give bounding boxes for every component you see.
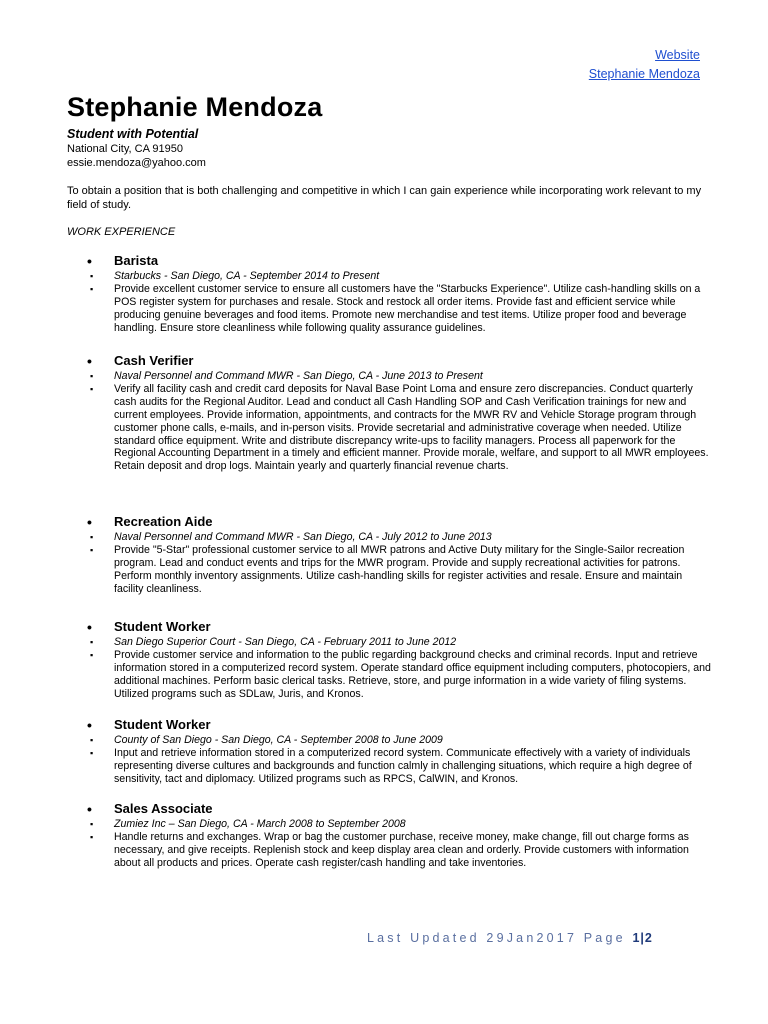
job-entry: [87, 801, 712, 870]
job-entry: [87, 253, 712, 335]
website-link[interactable]: Website: [655, 48, 700, 62]
job-entry: [87, 514, 712, 596]
job-meta: ▪ San Diego Superior Court - San Diego, CA - February 2011 to June 2012: [114, 636, 712, 649]
job-meta: ▪ Naval Personnel and Command MWR - San Diego, CA - July 2012 to June 2013: [114, 531, 712, 544]
tagline: Student with Potential: [67, 127, 199, 141]
footer-text: Last Updated 29Jan2017 Page: [367, 931, 633, 945]
job-description: ▪ Provide "5-Star" professional customer service to all MWR patrons and Active Duty military for the Single-Sailor recreation program. Lead and conduct events and trips for the MWR program. Provide and supply recreational activities for patrons. Perform monthly inventory assignments. Utilize cash-handling skills for register activities and resale. Ensure and maintain facility cleanliness.: [114, 544, 712, 596]
job-entry: [87, 717, 712, 786]
objective-text: To obtain a position that is both challenging and competitive in which I can gain experience while incorporating work relevant to my field of study.: [67, 185, 702, 211]
page-separator: |: [640, 931, 645, 945]
contact-block: [67, 142, 206, 170]
location-text: National City, CA 91950: [67, 143, 183, 155]
job-meta: ▪ Zumiez Inc – San Diego, CA - March 2008 to September 2008: [114, 818, 712, 831]
job-description: ▪ Handle returns and exchanges. Wrap or bag the customer purchase, receive money, make change, fill out charge forms as necessary, and give receipts. Replenish stock and keep display area clean and orderly. Provide customers with information about all products and prices. Operate cash register/cash handling and take inventories.: [114, 831, 712, 870]
header-links: [589, 46, 700, 84]
job-meta: ▪ Starbucks - San Diego, CA - September 2014 to Present: [114, 270, 712, 283]
page-total: 2: [644, 931, 653, 945]
job-meta: ▪ Naval Personnel and Command MWR - San Diego, CA - June 2013 to Present: [114, 370, 712, 383]
job-title: • Student Worker: [114, 717, 712, 733]
job-title: • Recreation Aide: [114, 514, 712, 530]
job-description: ▪ Input and retrieve information stored in a computerized record system. Communicate effectively with a variety of individuals representing diverse cultures and backgrounds and function calmly in challenging situations, which require a high degree of sensitivity, tact and diplomacy. Utilized programs such as RPCS, CalWIN, and Kronos.: [114, 747, 712, 786]
candidate-name: Stephanie Mendoza: [67, 92, 323, 122]
job-title: • Student Worker: [114, 619, 712, 635]
job-entry: [87, 353, 712, 473]
page-footer: [367, 931, 653, 945]
page-number: 1: [632, 931, 641, 945]
job-title: • Barista: [114, 253, 712, 269]
profile-link[interactable]: Stephanie Mendoza: [588, 67, 700, 81]
job-entry: [87, 619, 712, 701]
job-title: • Cash Verifier: [114, 353, 712, 369]
email-text: essie.mendoza@yahoo.com: [67, 157, 206, 169]
job-title: • Sales Associate: [114, 801, 712, 817]
job-meta: ▪ County of San Diego - San Diego, CA - September 2008 to June 2009: [114, 734, 712, 747]
job-description: ▪ Provide excellent customer service to ensure all customers have the "Starbucks Experience". Utilize cash-handling skills on a POS register system for purchases and resale. Stock and restock all order items. Provide fast and efficient service while producing genuine beverages and food items. Promote new merchandise and test items. Utilize proper food and beverage handling. Ensure store cleanliness while following quality assurance guidelines.: [114, 283, 712, 335]
job-description: ▪ Verify all facility cash and credit card deposits for Naval Base Point Loma and ensure zero discrepancies. Conduct quarterly cash audits for the Regional Auditor. Lead and conduct all Cash Handling SOP and Cash Verification trainings for new and current employees. Provide information, appointments, and contracts for the MWR RV and Vehicle Storage program through customer phone calls, e-mails, and in-person visits. Provide secretarial and administrative coverage when needed. Utilize standard office equipment. Write and distribute discrepancy write-ups to facility managers. Process all paperwork for the Regional Accounting Department in a timely and efficient manner. Provide morale, welfare, and support to all MWR employees. Retain deposit and drop logs. Maintain yearly and quarterly financial revenue charts.: [114, 383, 712, 473]
job-description: ▪ Provide customer service and information to the public regarding background checks and criminal records. Input and retrieve information stored in a computerized record system. Operate standard office equipment including computers, photocopiers, and additional machines. Perform basic clerical tasks. Retrieve, store, and purge information in a wide variety of filing systems. Utilized programs such as SDLaw, Juris, and Kronos.: [114, 649, 712, 701]
section-title: WORK EXPERIENCE: [67, 226, 176, 238]
